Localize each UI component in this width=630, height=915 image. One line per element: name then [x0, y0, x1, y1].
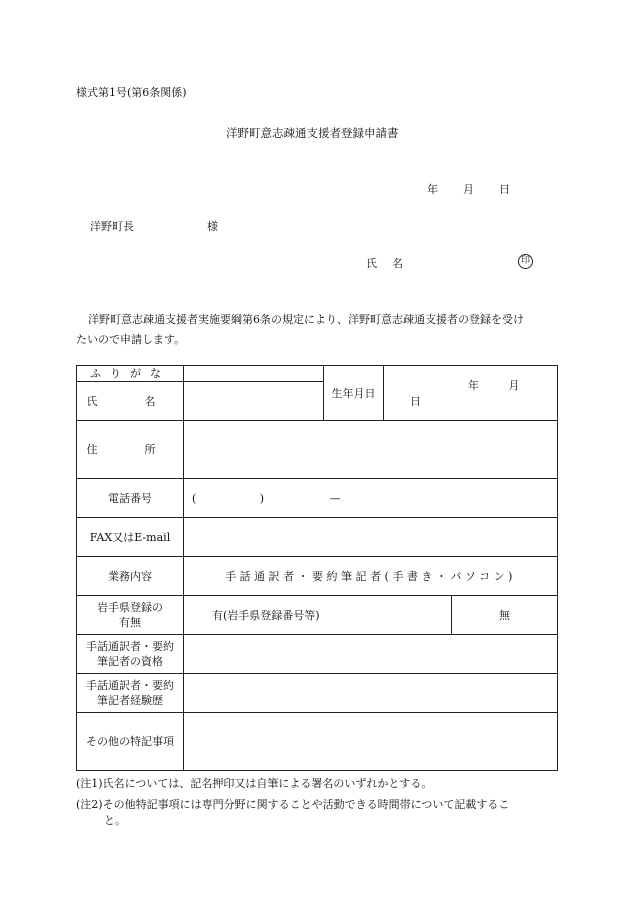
birth-day: 日 [410, 395, 421, 408]
other-notes-field[interactable] [184, 713, 558, 771]
document-title: 洋野町意志疎通支援者登録申請書 [226, 126, 399, 140]
body-text-line-1: 洋野町意志疎通支援者実施要綱第6条の規定により、洋野町意志疎通支援者の登録を受け [88, 313, 524, 326]
phone-close-paren: ) [259, 491, 265, 505]
date-year: 年 [427, 183, 438, 196]
registration-no-option[interactable]: 無 [452, 596, 558, 635]
qualification-label-line-2: 筆記者の資格 [97, 655, 163, 668]
addressee-honorific: 様 [207, 220, 218, 233]
phone-field[interactable] [184, 479, 558, 518]
fax-email-label: FAX又はE-mail [77, 518, 184, 557]
qualification-field[interactable] [184, 635, 558, 674]
form-number: 様式第1号(第6条関係) [76, 86, 187, 99]
note-1: (注1)氏名については、記名押印又は自筆による署名のいずれかとする。 [76, 777, 433, 790]
date-month: 月 [463, 183, 474, 196]
experience-label [77, 674, 184, 713]
birth-date-field[interactable] [384, 366, 558, 421]
name-label: 氏 名 [77, 382, 184, 421]
seal-mark: 印 [518, 254, 533, 269]
birth-year: 年 [468, 379, 479, 392]
registration-label-line-1: 岩手県登録の [97, 601, 163, 614]
phone-label: 電話番号 [77, 479, 184, 518]
date-day: 日 [499, 183, 510, 196]
fax-email-field[interactable] [184, 518, 558, 557]
experience-label-line-2: 筆記者経験歴 [97, 694, 163, 707]
furigana-label: ふりがな [77, 366, 184, 382]
applicant-name-label: 氏 名 [366, 257, 405, 270]
address-field[interactable] [184, 421, 558, 479]
phone-dash: — [329, 491, 341, 505]
registration-label-line-2: 有無 [119, 616, 141, 629]
birth-date-label: 生年月日 [324, 366, 384, 421]
furigana-field[interactable] [184, 366, 324, 382]
body-text-line-2: たいので申請します。 [76, 333, 186, 346]
work-content-label: 業務内容 [77, 557, 184, 596]
address-label: 住 所 [77, 421, 184, 479]
note-2: (注2)その他特記事項には専門分野に関することや活動できる時間帯について記載するこ [76, 798, 510, 811]
qualification-label [77, 635, 184, 674]
other-notes-label: その他の特記事項 [77, 713, 184, 771]
addressee-name: 洋野町長 [90, 220, 134, 233]
work-content-value: 手話通訳者・要約筆記者(手書き・パソコン) [184, 557, 558, 596]
experience-field[interactable] [184, 674, 558, 713]
phone-open-paren: ( [192, 491, 197, 505]
note-2-continuation: と。 [104, 814, 126, 827]
name-field[interactable] [184, 382, 324, 421]
birth-month: 月 [508, 379, 520, 392]
application-form-table [76, 365, 558, 771]
registration-yes-option[interactable]: 有(岩手県登録番号等) [184, 596, 452, 635]
qualification-label-line-1: 手話通訳者・要約 [86, 640, 174, 653]
registration-label [77, 596, 184, 635]
experience-label-line-1: 手話通訳者・要約 [86, 679, 174, 692]
